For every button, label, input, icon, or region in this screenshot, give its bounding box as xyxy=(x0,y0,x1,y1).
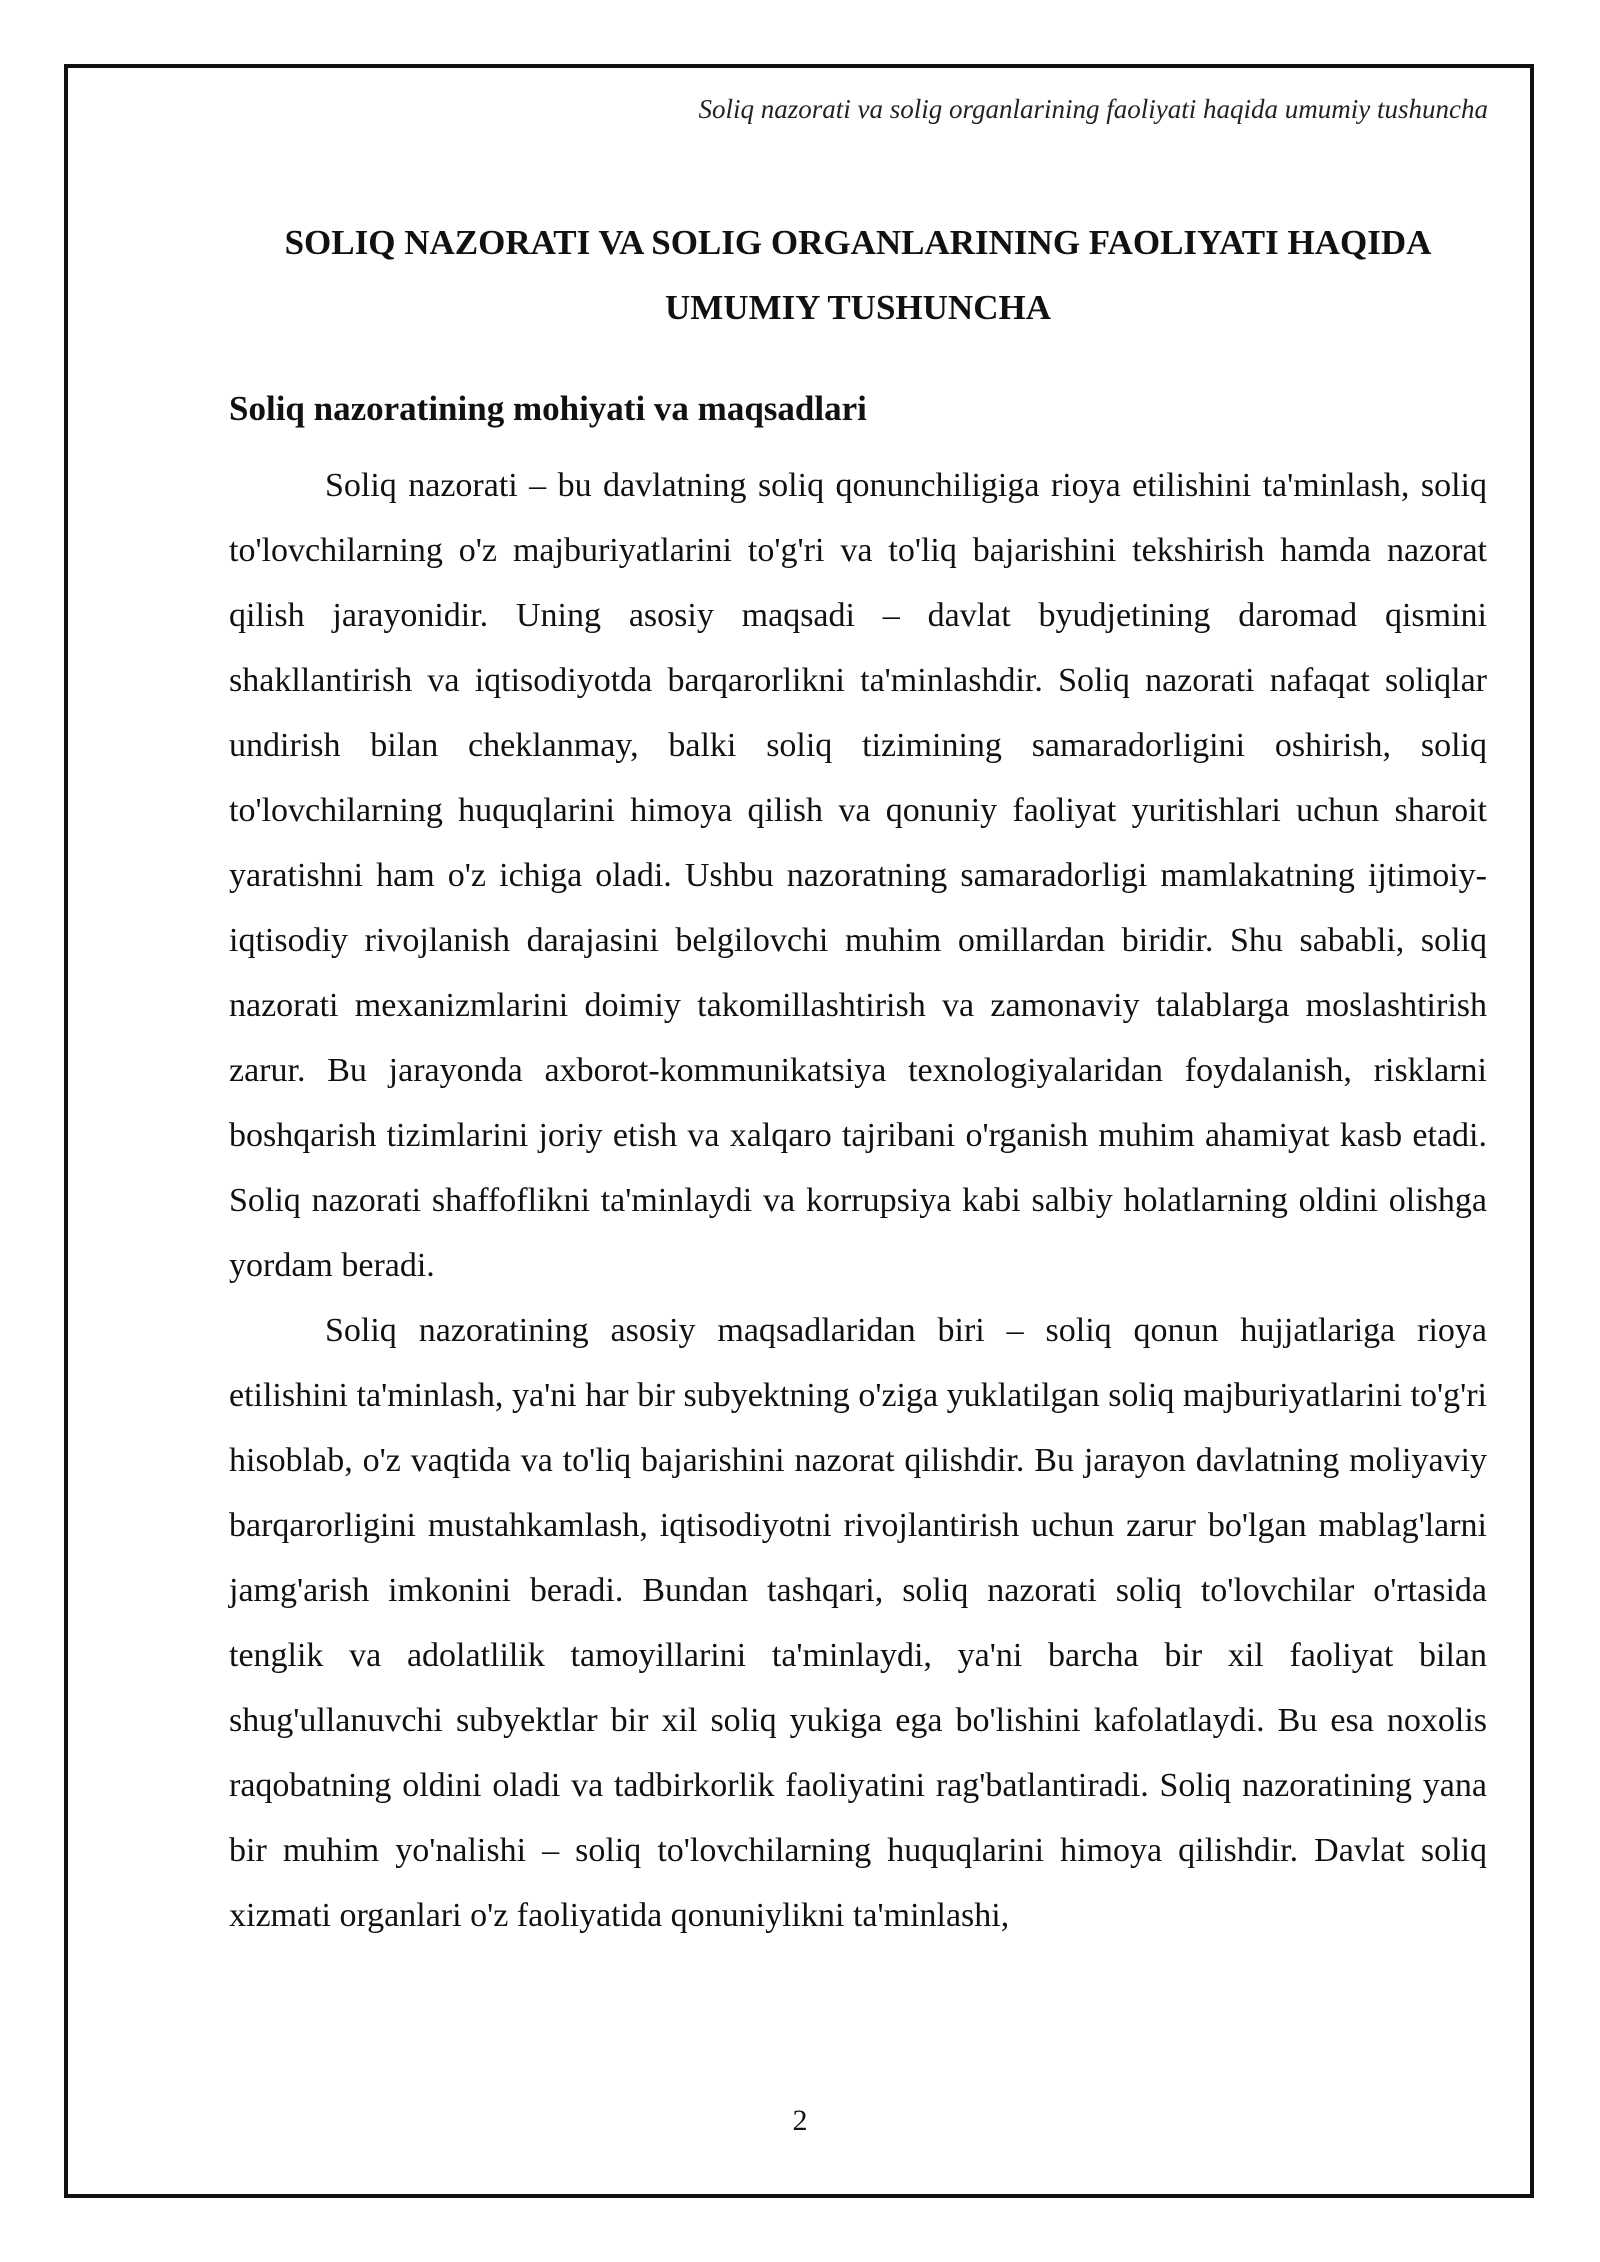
page-number: 2 xyxy=(792,2104,808,2137)
body-paragraph-2: Soliq nazoratining asosiy maqsadlaridan biri – soliq qonun hujjatlariga rioya etilishini ta'minlash, ya'ni har bir subyektning o'ziga yuklatilgan soliq majburiyatlarini to'g'ri hisoblab, o'z vaqtida va to'liq bajarishini nazorat qilishdir. Bu jarayon davlatning moliyaviy barqarorligini mustahkamlash, iqtisodiyotni rivojlantirish uchun zarur bo'lgan mablag'larni jamg'arish imkonini beradi. Bundan tashqari, soliq nazorati soliq to'lovchilar o'rtasida tenglik va adolatlilik tamoyillarini ta'minlaydi, ya'ni barcha bir xil faoliyat bilan shug'ullanuvchi subyektlar bir xil soliq yukiga ega bo'lishini kafolatlaydi. Bu esa noxolis raqobatning oldini oladi va tadbirkorlik faoliyatini rag'batlantiradi. Soliq nazoratining yana bir muhim yo'nalishi – soliq to'lovchilarning huquqlarini himoya qilishdir. Davlat soliq xizmati organlari o'z faoliyatida qonuniylikni ta'minlashi, xyxy=(229,1312,1487,1934)
document-body xyxy=(229,210,1487,1948)
body-paragraph-1: Soliq nazorati – bu davlatning soliq qonunchiligiga rioya etilishini ta'minlash, soliq to'lovchilarning o'z majburiyatlarini to'g'ri va to'liq bajarishini tekshirish hamda nazorat qilish jarayonidir. Uning asosiy maqsadi – davlat byudjetining daromad qismini shakllantirish va iqtisodiyotda barqarorlikni ta'minlashdir. Soliq nazorati nafaqat soliqlar undirish bilan cheklanmay, balki soliq tizimining samaradorligini oshirish, soliq to'lovchilarning huquqlarini himoya qilish va qonuniy faoliyat yuritishlari uchun sharoit yaratishni ham o'z ichiga oladi. Ushbu nazoratning samaradorligi mamlakatning ijtimoiy-iqtisodiy rivojlanish darajasini belgilovchi muhim omillardan biridir. Shu sababli, soliq nazorati mexanizmlarini doimiy takomillashtirish va zamonaviy talablarga moslashtirish zarur. Bu jarayonda axborot-kommunikatsiya texnologiyalaridan foydalanish, risklarni boshqarish tizimlarini joriy etish va xalqaro tajribani o'rganish muhim ahamiyat kasb etadi. Soliq nazorati shaffoflikni ta'minlaydi va korrupsiya kabi salbiy holatlarning oldini olishga yordam beradi. xyxy=(229,467,1487,1284)
document-title: SOLIQ NAZORATI VA SOLIG ORGANLARINING FAOLIYATI HAQIDA UMUMIY TUSHUNCHA xyxy=(284,223,1432,327)
running-header: Soliq nazorati va solig organlarining faoliyati haqida umumiy tushuncha xyxy=(698,94,1488,124)
section-heading: Soliq nazoratining mohiyati va maqsadlari xyxy=(229,389,867,428)
